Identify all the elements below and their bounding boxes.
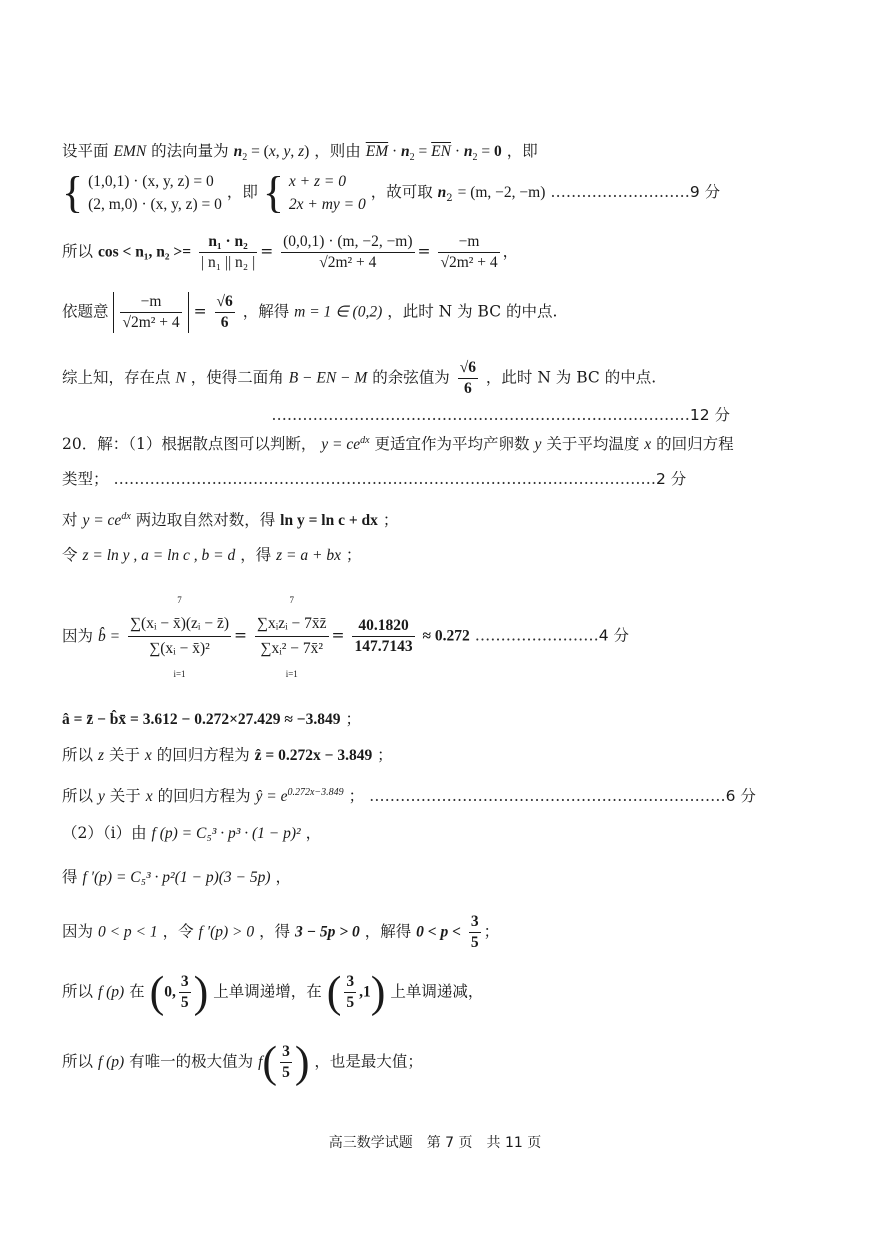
model-exponent: dx bbox=[360, 435, 370, 446]
numerator: n₁ · n₂ bbox=[199, 232, 257, 253]
text: 关于 bbox=[109, 787, 141, 806]
text: ； bbox=[345, 710, 361, 728]
var-z: z bbox=[97, 747, 104, 764]
denominator: 5 bbox=[282, 1064, 290, 1081]
text: ； bbox=[377, 746, 393, 764]
sum-top: 7 bbox=[177, 595, 182, 605]
plane-name: EMN bbox=[113, 143, 147, 160]
model bbox=[321, 436, 369, 453]
text: 依题意 bbox=[62, 302, 109, 321]
left-brace-icon: { bbox=[62, 168, 84, 217]
sum-bottom: i=1 bbox=[173, 669, 186, 679]
left-brace-icon: { bbox=[262, 168, 284, 217]
model bbox=[82, 512, 130, 529]
line-type bbox=[62, 468, 810, 490]
text: ， bbox=[275, 868, 291, 886]
linear-form: z = a + bx bbox=[276, 547, 341, 564]
y-regression-exponent: 0.272x−3.849 bbox=[287, 787, 344, 798]
substitution: z = ln y , a = ln c , b = d bbox=[82, 547, 236, 564]
line-cosine: 所以 cos < n₁, n₂ >= $\frac{\text{n₁ · n₂}}{\text{| n₁ || n₂ |}}$ = $\frac{(0,0,1) \cdot (m, -2, -m)}{\text{√2m² + 4}}$ = $\frac{-m}{\text{√2m² + 4}}$ ， bbox=[62, 233, 519, 271]
fraction bbox=[179, 972, 191, 1013]
fraction bbox=[255, 587, 329, 686]
text: 的回归方程为 bbox=[156, 746, 250, 764]
text: 令 bbox=[62, 546, 78, 564]
equation: x + z = 0 bbox=[288, 173, 346, 190]
text: ，解得 bbox=[242, 302, 290, 321]
numerator: 3 bbox=[344, 972, 356, 993]
line-z-regression bbox=[62, 744, 810, 767]
text: 在 bbox=[129, 982, 145, 1001]
line-q20 bbox=[62, 430, 810, 456]
fraction bbox=[128, 587, 231, 686]
fraction bbox=[438, 232, 499, 273]
text: （2）（i）由 bbox=[62, 824, 147, 842]
text: 对 bbox=[62, 511, 78, 530]
line-maximum bbox=[62, 1037, 810, 1092]
solution: 0 < p < bbox=[416, 923, 461, 941]
text: ，使得二面角 bbox=[190, 368, 284, 387]
numerator: 40.1820 bbox=[352, 616, 414, 637]
equation: (1,0,1) · (x, y, z) = 0 bbox=[88, 173, 214, 190]
text: 更适宜作为平均产卵数 bbox=[374, 435, 530, 454]
text: 的回归方程 bbox=[656, 435, 734, 454]
numerator bbox=[128, 587, 231, 637]
var-y: y bbox=[97, 788, 105, 806]
derivative: f ′(p) = C₅³ · p²(1 − p)(3 − 5p) bbox=[82, 869, 271, 886]
model-exponent: dx bbox=[121, 511, 131, 522]
text: 20．解：（1）根据散点图可以判断， bbox=[62, 435, 317, 454]
denominator bbox=[255, 637, 329, 686]
text: ，令 bbox=[162, 922, 194, 941]
ahat-equation: â = z̄ − b̂x̄ = 3.612 − 0.272×27.429 ≈ −3.849 bbox=[62, 711, 341, 728]
numerator: 3 bbox=[469, 912, 481, 933]
fraction bbox=[469, 912, 481, 953]
left-paren-icon: ( bbox=[262, 1037, 278, 1087]
y-regression-base: ŷ = e bbox=[255, 788, 288, 806]
right-paren-icon: ) bbox=[370, 967, 386, 1017]
denominator: 5 bbox=[180, 994, 189, 1011]
absolute-value bbox=[113, 292, 188, 333]
denominator-text: ∑xᵢ² − 7x̄² bbox=[260, 640, 324, 657]
numerator: 3 bbox=[280, 1042, 292, 1063]
numerator: −m bbox=[438, 232, 499, 253]
line-normal-vector bbox=[62, 140, 810, 169]
denominator: 5 bbox=[470, 934, 479, 951]
log-equation: ln y = ln c + dx bbox=[280, 512, 378, 530]
text: 关于 bbox=[108, 746, 140, 764]
text: 设平面 bbox=[62, 142, 109, 160]
equation: (2, m,0) · (x, y, z) = 0 bbox=[88, 196, 222, 213]
text: ，得 bbox=[240, 546, 272, 564]
score: 4 分 bbox=[598, 626, 630, 645]
text: 所以 bbox=[62, 746, 94, 764]
denominator: 6 bbox=[463, 380, 472, 397]
fraction bbox=[215, 292, 235, 333]
numerator bbox=[255, 587, 329, 637]
numerator-text: ∑(xᵢ − x̄)(zᵢ − z̄) bbox=[129, 615, 229, 632]
text: 关于平均温度 bbox=[546, 435, 640, 454]
system-2 bbox=[289, 170, 366, 216]
numerator: (0,0,1) · (m, −2, −m) bbox=[281, 232, 414, 253]
denominator: 6 bbox=[220, 314, 229, 331]
text: 上单调递增，在 bbox=[213, 982, 322, 1001]
numerator: √6 bbox=[215, 292, 235, 313]
m-solution: m = 1 ∈ (0,2) bbox=[294, 303, 383, 321]
equation: 2x + my = 0 bbox=[288, 196, 366, 213]
line-summary bbox=[62, 358, 810, 404]
line-derivative bbox=[62, 866, 810, 889]
text: 的回归方程为 bbox=[157, 787, 251, 806]
z-regression: ẑ = 0.272x − 3.849 bbox=[254, 747, 373, 764]
text: ，故可取 bbox=[370, 183, 433, 201]
line-y-regression bbox=[62, 782, 810, 808]
probability-function: f (p) = C₅³ · p³ · (1 − p)² bbox=[151, 825, 301, 842]
text: ，则由 bbox=[314, 142, 361, 160]
text: 因为 bbox=[62, 627, 94, 645]
function-f: f (p) bbox=[97, 983, 125, 1001]
text: 所以 bbox=[62, 982, 94, 1001]
score: 9 分 bbox=[689, 183, 721, 201]
text: ，解得 bbox=[364, 922, 412, 941]
denominator bbox=[128, 637, 231, 686]
interval-right: ,1 bbox=[359, 983, 371, 1001]
text: 上单调递减， bbox=[390, 982, 484, 1001]
text: 类型； bbox=[62, 470, 109, 488]
line-substitute bbox=[62, 544, 810, 567]
cos-expr: cos < n₁, n₂ >= bbox=[97, 243, 192, 261]
function-f: f bbox=[258, 1053, 263, 1071]
line-log bbox=[62, 506, 810, 532]
numerator: −m bbox=[120, 292, 181, 313]
fraction bbox=[458, 358, 478, 399]
line-monotonic bbox=[62, 967, 810, 1022]
numerator: 3 bbox=[179, 972, 191, 993]
function-f: f (p) bbox=[97, 1053, 125, 1071]
n2-def: $n_2 = (x$, y, z) bbox=[233, 143, 310, 164]
text: ； bbox=[382, 511, 399, 530]
fraction bbox=[199, 232, 257, 273]
line-part2 bbox=[62, 822, 810, 845]
text: 两边取自然对数，得 bbox=[135, 511, 276, 530]
line-score-12 bbox=[62, 404, 730, 426]
score: 12 分 bbox=[689, 406, 730, 424]
fraction bbox=[281, 232, 414, 273]
line-inequality bbox=[62, 912, 810, 958]
n2-value: = (m, −2, −m) bbox=[457, 184, 546, 201]
text: 得 bbox=[62, 868, 78, 886]
dots: …………………………………………………………………………………………… bbox=[113, 470, 656, 488]
text: ，即 bbox=[226, 183, 258, 201]
score: 2 分 bbox=[655, 470, 687, 488]
system-1 bbox=[88, 170, 222, 216]
numerator-text: ∑xᵢzᵢ − 7x̄z̄ bbox=[256, 615, 327, 632]
fraction bbox=[120, 292, 181, 333]
right-paren-icon: ) bbox=[193, 967, 209, 1017]
denominator: 147.7143 bbox=[354, 638, 413, 655]
denominator-text: ∑(xᵢ − x̄)² bbox=[149, 640, 210, 657]
denominator: | n₁ || n₂ | bbox=[200, 254, 256, 271]
fraction bbox=[280, 1042, 292, 1083]
inequality: 3 − 5p > 0 bbox=[295, 923, 360, 941]
right-paren-icon: ) bbox=[294, 1037, 310, 1087]
y-regression bbox=[256, 788, 344, 805]
model-base: y = ce bbox=[82, 512, 122, 530]
text: ，即 bbox=[506, 142, 538, 160]
var-x: x bbox=[144, 747, 152, 764]
bhat-value: ≈ 0.272 bbox=[422, 627, 470, 645]
dots: ……………………… bbox=[550, 183, 690, 201]
line-bhat: 因为 b̂ = 7 ∑(xᵢ − x̄)(zᵢ − z̄) ∑(xᵢ − x̄)² i=1 = 7 ∑xᵢzᵢ − 7x̄z̄ ∑xᵢ² − 7x̄² i=1 = $\frac{40.1820}{147.7143}$ ≈ 0.272 ……………………4 分 bbox=[62, 584, 810, 688]
sum-top: 7 bbox=[289, 595, 294, 605]
text: ，此时 N 为 BC 的中点. bbox=[387, 302, 558, 321]
text: 综上知，存在点 bbox=[62, 368, 171, 387]
denominator: 5 bbox=[346, 994, 355, 1011]
numerator: √6 bbox=[458, 358, 478, 379]
denominator: √2m² + 4 bbox=[122, 314, 180, 331]
line-system: { (1,0,1) · (x, y, z) = 0 (2, m,0) · (x, y, z) = 0 ，即 { x + z = 0 2x + my = 0 ，故可取 $n_2 = (m$, −2, −m) ………………………9 分 bbox=[62, 168, 721, 217]
var-y: y bbox=[534, 436, 542, 454]
left-paren-icon: ( bbox=[326, 967, 342, 1017]
text: 所以 bbox=[62, 787, 94, 806]
dots: …………………………………………………………… bbox=[369, 787, 726, 806]
text: 因为 bbox=[62, 922, 94, 941]
left-paren-icon: ( bbox=[149, 967, 165, 1017]
text: ，也是最大值； bbox=[314, 1052, 423, 1071]
text: ； bbox=[483, 922, 500, 941]
denominator: √2m² + 4 bbox=[440, 254, 498, 271]
dot-condition: $\overline{EM} \cdot n_2 = \overline{EN} \cdot n_2 = 0$ bbox=[365, 143, 502, 164]
bhat-lhs: b̂ = bbox=[97, 628, 121, 645]
text: ； bbox=[348, 787, 365, 806]
line-ahat bbox=[62, 708, 810, 731]
score: 6 分 bbox=[725, 787, 756, 806]
var-x: x bbox=[644, 436, 652, 454]
text: ； bbox=[345, 546, 362, 564]
text: ，得 bbox=[259, 922, 291, 941]
dihedral-angle: B − EN − M bbox=[288, 369, 368, 387]
point-n: N bbox=[175, 369, 186, 387]
text: 的法向量为 bbox=[151, 142, 229, 160]
line-condition: 依题意 $\frac{-m}{\text{√2m² + 4}}$ = $\frac{√6}{6}$ ，解得 m = 1 ∈ (0,2) ，此时 N 为 BC 的中点. bbox=[62, 293, 558, 331]
page-footer: 高三数学试题 第 7 页 共 11 页 bbox=[328, 1135, 542, 1151]
text: 的余弦值为 bbox=[372, 368, 450, 387]
p-range: 0 < p < 1 bbox=[97, 923, 158, 941]
text: 有唯一的极大值为 bbox=[129, 1052, 254, 1071]
sum-bottom: i=1 bbox=[285, 669, 298, 679]
fraction bbox=[352, 616, 414, 657]
denominator: √2m² + 4 bbox=[319, 254, 377, 271]
dots: ……………………………………………………………………… bbox=[271, 406, 690, 424]
text: ， bbox=[305, 824, 322, 842]
derivative-positive: f ′(p) > 0 bbox=[198, 923, 255, 941]
text: ，此时 N 为 BC 的中点. bbox=[485, 368, 657, 387]
text: 所以 bbox=[62, 1052, 94, 1071]
model-base: y = ce bbox=[321, 436, 361, 454]
var-x: x bbox=[145, 788, 153, 806]
dots: …………………… bbox=[474, 626, 599, 645]
fraction bbox=[344, 972, 356, 1013]
interval-left: 0, bbox=[164, 983, 176, 1001]
text: 所以 bbox=[62, 242, 94, 261]
